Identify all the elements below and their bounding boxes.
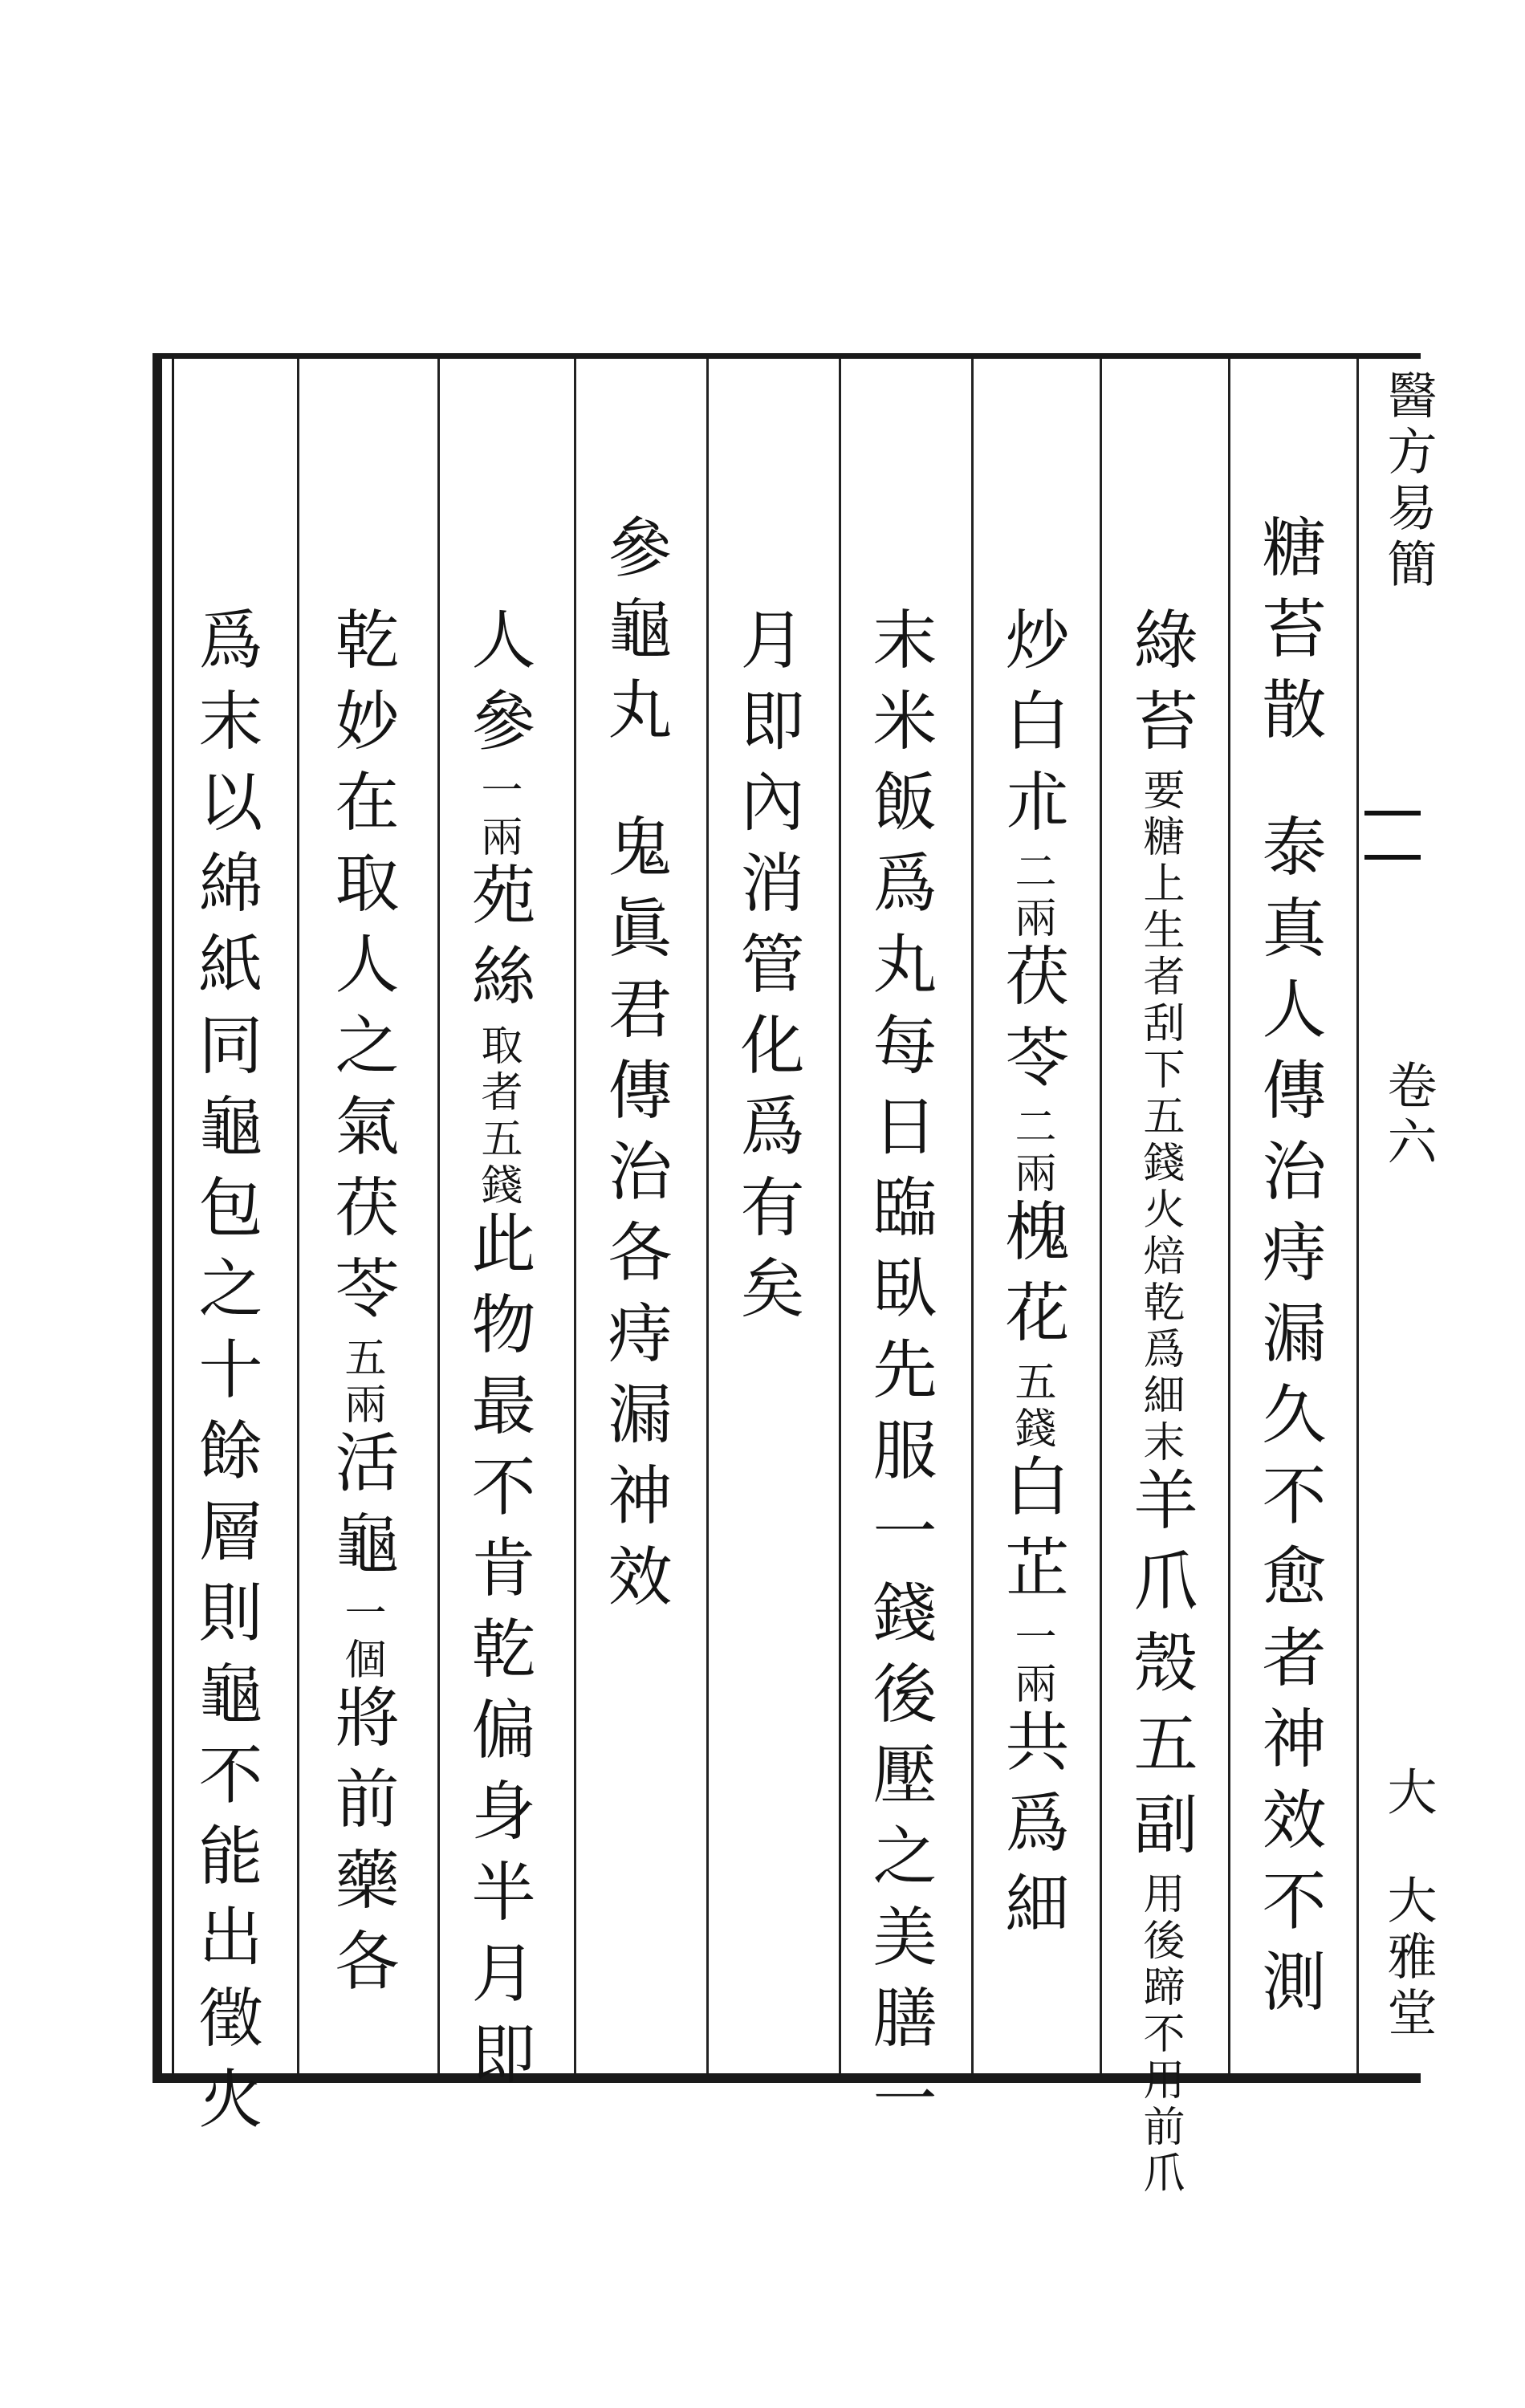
column-rule: [1356, 359, 1359, 2073]
margin-page-label: 大: [1379, 1766, 1438, 1822]
interlinear-note: 用後蹄不用前爪: [1136, 1872, 1184, 2198]
interlinear-note: 取者五錢: [474, 1023, 522, 1210]
main-text: 乾妙在取人之氣茯苓: [324, 606, 399, 1336]
fish-tail-mark: [1364, 855, 1421, 860]
main-text: 月即內消管化爲有矣: [730, 606, 804, 1336]
margin-book-title: 醫方易簡: [1379, 369, 1438, 594]
text-column-8: [324, 606, 399, 2008]
main-text: 將前藥各: [324, 1684, 399, 2008]
interlinear-note: 要糖上生者刮下五錢火焙乾爲細末: [1136, 768, 1184, 1466]
fish-tail-mark: [1364, 811, 1421, 816]
margin-publisher: 大雅堂: [1379, 1874, 1438, 2043]
column-rule: [839, 359, 841, 2073]
text-column-4: [862, 606, 937, 2146]
main-text: 末米飯爲丸每日臨臥先服一錢後壓之美膳一: [862, 606, 937, 2146]
text-column-7: [461, 606, 535, 2101]
main-text: 鬼眞君傳治各痔漏神效: [597, 813, 672, 1624]
main-text: 羊爪殼五副: [1123, 1466, 1198, 1872]
main-text: 苑絲: [461, 861, 535, 1023]
text-column-3: [994, 606, 1069, 1951]
text-column-2: [1123, 606, 1198, 2198]
text-column-1: [1251, 514, 1326, 2029]
interlinear-note: 五錢: [1007, 1360, 1055, 1453]
main-text: 糖苔散: [1251, 514, 1326, 757]
text-column-5: [730, 606, 804, 1336]
column-rule: [1100, 359, 1102, 2073]
page-margin-column: [1364, 353, 1438, 2087]
interlinear-note: 二兩: [1007, 849, 1055, 942]
column-rule: [1228, 359, 1230, 2073]
main-text: 炒白朮: [994, 606, 1069, 849]
main-text: 槐花: [994, 1198, 1069, 1360]
column-rule: [297, 359, 299, 2073]
interlinear-note: 一個: [337, 1591, 385, 1684]
main-text: 爲末以綿紙同龜包之十餘層則龜不能出徵火: [188, 606, 262, 2146]
column-rule: [971, 359, 974, 2073]
text-column-9: [188, 606, 262, 2146]
column-rule: [706, 359, 709, 2073]
text-column-6: [597, 514, 672, 1624]
margin-volume: 卷六: [1379, 1060, 1438, 1172]
interlinear-note: 二兩: [1007, 1104, 1055, 1198]
main-text: 綠苔: [1123, 606, 1198, 768]
main-text: 白芷: [994, 1453, 1069, 1615]
main-text: 人參: [461, 606, 535, 768]
main-text: 此物最不肯乾偏身半月即: [461, 1210, 535, 2101]
column-rule: [437, 359, 440, 2073]
interlinear-note: 一兩: [1007, 1615, 1055, 1708]
interlinear-note: 一兩: [474, 768, 522, 861]
main-text: 參龜丸: [597, 514, 672, 757]
column-rule: [574, 359, 576, 2073]
main-text: 泰真人傳治痔漏久不愈者神效不測: [1251, 813, 1326, 2029]
main-text: 茯苓: [994, 942, 1069, 1104]
interlinear-note: 五兩: [337, 1336, 385, 1429]
main-text: 活龜: [324, 1429, 399, 1591]
main-text: 共爲細: [994, 1708, 1069, 1951]
